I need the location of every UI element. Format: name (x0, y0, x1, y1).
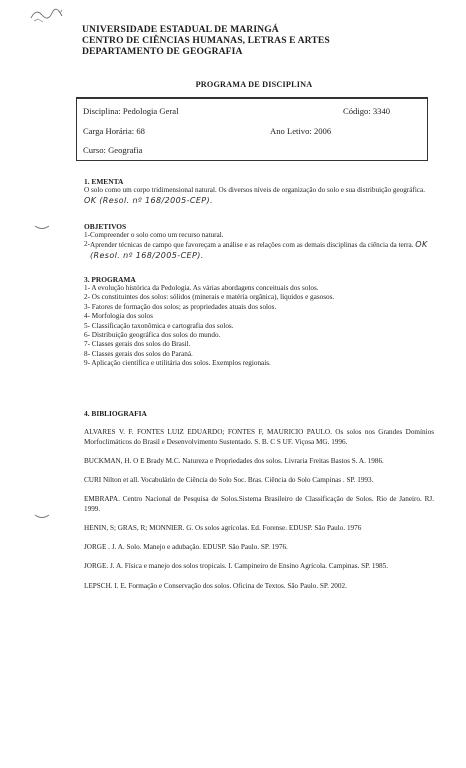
item-number: 4 - (84, 312, 92, 320)
bibliography-entry: EMBRAPA. Centro Nacional de Pesquisa de Solos.Sistema Brasileiro de Classificação de Solos. Rio de Janeiro. RJ. 1999. (84, 495, 434, 513)
item-number: 2 - (84, 240, 90, 261)
ementa-title: 1. EMENTA (84, 177, 124, 186)
programa-list (84, 284, 432, 369)
disciplina-label: Disciplina : (83, 106, 123, 116)
programa-title: 3. PROGRAMA (84, 275, 136, 284)
institution-header (82, 24, 422, 57)
item-number: 1 - (84, 284, 91, 292)
list-item (84, 231, 432, 240)
curso-field (83, 145, 142, 155)
curso-label: Curso : (83, 145, 108, 155)
item-number: 9 - (84, 359, 91, 367)
item-number: 7 - (84, 340, 92, 348)
ano-letivo-label: Ano Letivo : (270, 126, 314, 136)
item-number: 8 - (84, 350, 92, 358)
item-text: Compreender o solo como um recurso natural. (90, 231, 224, 239)
bibliography-entry: ALVARES V. F. FONTES LUIZ EDUARDO; FONTES F, MAURICIO PAULO. Os solos nos Grandes Domínios Morfoclimáticos do Brasil e Desenvolvimento Sustentado. S. B. C S UF. Viçosa MG. 1996. (84, 428, 434, 446)
bibliography-entry: JORGE. J. A. Física e manejo dos solos tropicais. I. Campineiro de Ensino Agrícola. Campinas. SP. 1985. (84, 562, 389, 571)
codigo-field (343, 106, 390, 116)
bibliography-entry: LEPSCH. I. E. Formação e Conservação dos solos. Oficina de Textos. São Paulo. SP. 2002. (84, 581, 347, 590)
carga-horaria-field (83, 126, 145, 136)
item-text-with-note (90, 240, 432, 261)
list-item (84, 322, 432, 331)
carga-horaria-label: Carga Horária : (83, 126, 136, 136)
carga-horaria-value: 68 (136, 126, 145, 136)
list-item (84, 303, 432, 312)
item-text: Morfologia dos solos (91, 312, 153, 321)
list-item (84, 293, 432, 302)
list-item (84, 350, 432, 359)
item-number: 3 - (84, 303, 92, 311)
item-number: 1 - (84, 231, 90, 240)
center-name: CENTRO DE CIÊNCIAS HUMANAS, LETRAS E ARTES (82, 35, 330, 46)
list-item (84, 312, 432, 321)
ementa-text (84, 186, 432, 206)
item-text: Classes gerais dos solos do Brasil. (91, 340, 191, 349)
disciplina-field (83, 106, 178, 116)
bibliography-entry: CURI Nilton et all. Vocabulário de Ciência do Solo Soc. Bras. Ciência do Solo Campinas . SP. 1993. (84, 475, 374, 484)
list-item (84, 240, 432, 261)
bibliografia-title: 4. BIBLIOGRAFIA (84, 409, 147, 418)
bibliography-entry: BUCKMAN, H. O E Brady M.C. Natureza e Propriedades dos solos. Livraria Freitas Bastos S. A. 1986. (84, 456, 384, 465)
list-item (84, 284, 432, 293)
program-title: PROGRAMA DE DISCIPLINA (195, 80, 313, 89)
bibliography-entry: JORGE . J. A. Solo. Manejo e adubação. EDUSP. São Paulo. SP. 1976. (84, 543, 288, 552)
item-number: 2 - (84, 293, 92, 301)
list-item (84, 331, 432, 340)
item-number: 6 - (84, 331, 92, 339)
item-text: Classificação taxonômica e cartografia dos solos. (91, 321, 234, 330)
handwritten-approval-note: OK (Resol. nº 168/2005-CEP). (84, 195, 213, 205)
objetivos-title: OBJETIVOS (84, 222, 127, 231)
item-text: Os constituintes dos solos: sólidos (minerais e matéria orgânica), líquidos e gasosos. (91, 293, 335, 302)
item-text: Distribuição geográfica dos solos do mundo. (91, 331, 221, 340)
bibliography-entry: HENIN, S; GRAS, R; MONNIER. G. Os solos agrícolas. Ed. Forense. EDUSP. São Paulo. 1976 (84, 523, 362, 532)
ano-letivo-field (270, 126, 331, 136)
item-text: A evolução histórica da Pedologia. As várias abordagens conceituais dos solos. (91, 284, 319, 292)
ementa-body: O solo como um corpo tridimensional natural. Os diversos níveis de organização do solo e sua distribuição geográfica. (84, 186, 425, 194)
objetivos-list (84, 231, 432, 261)
ano-letivo-value: 2006 (313, 126, 332, 136)
handwritten-approval-note: OK (Resol. nº 168/2005-CEP). (90, 240, 428, 260)
corner-scribble-mark (28, 6, 68, 26)
list-item (84, 359, 432, 368)
course-info-box (76, 97, 428, 161)
codigo-value: 3340 (372, 106, 391, 116)
disciplina-value: Pedologia Geral (122, 106, 179, 116)
item-text: Fatores de formação dos solos; as propriedades atuais dos solos. (91, 302, 277, 311)
codigo-label: Código : (343, 106, 373, 116)
list-item (84, 340, 432, 349)
item-text: Aplicação científica e utilitária dos solos. Exemplos regionais. (91, 359, 271, 368)
department-name: DEPARTAMENTO DE GEOGRAFIA (82, 46, 243, 57)
item-text: Classes gerais dos solos do Paraná. (91, 349, 193, 358)
margin-hole-mark (34, 513, 50, 521)
curso-value: Geografia (108, 145, 143, 155)
item-text: Aprender técnicas de campo que favoreçam a análise e as relações com as demais disciplinas da ciência da terra. (90, 241, 414, 250)
university-name: UNIVERSIDADE ESTADUAL DE MARINGÁ (82, 24, 279, 35)
item-number: 5 - (84, 322, 92, 330)
bibliografia-list (84, 428, 434, 601)
margin-hole-mark (34, 224, 50, 232)
